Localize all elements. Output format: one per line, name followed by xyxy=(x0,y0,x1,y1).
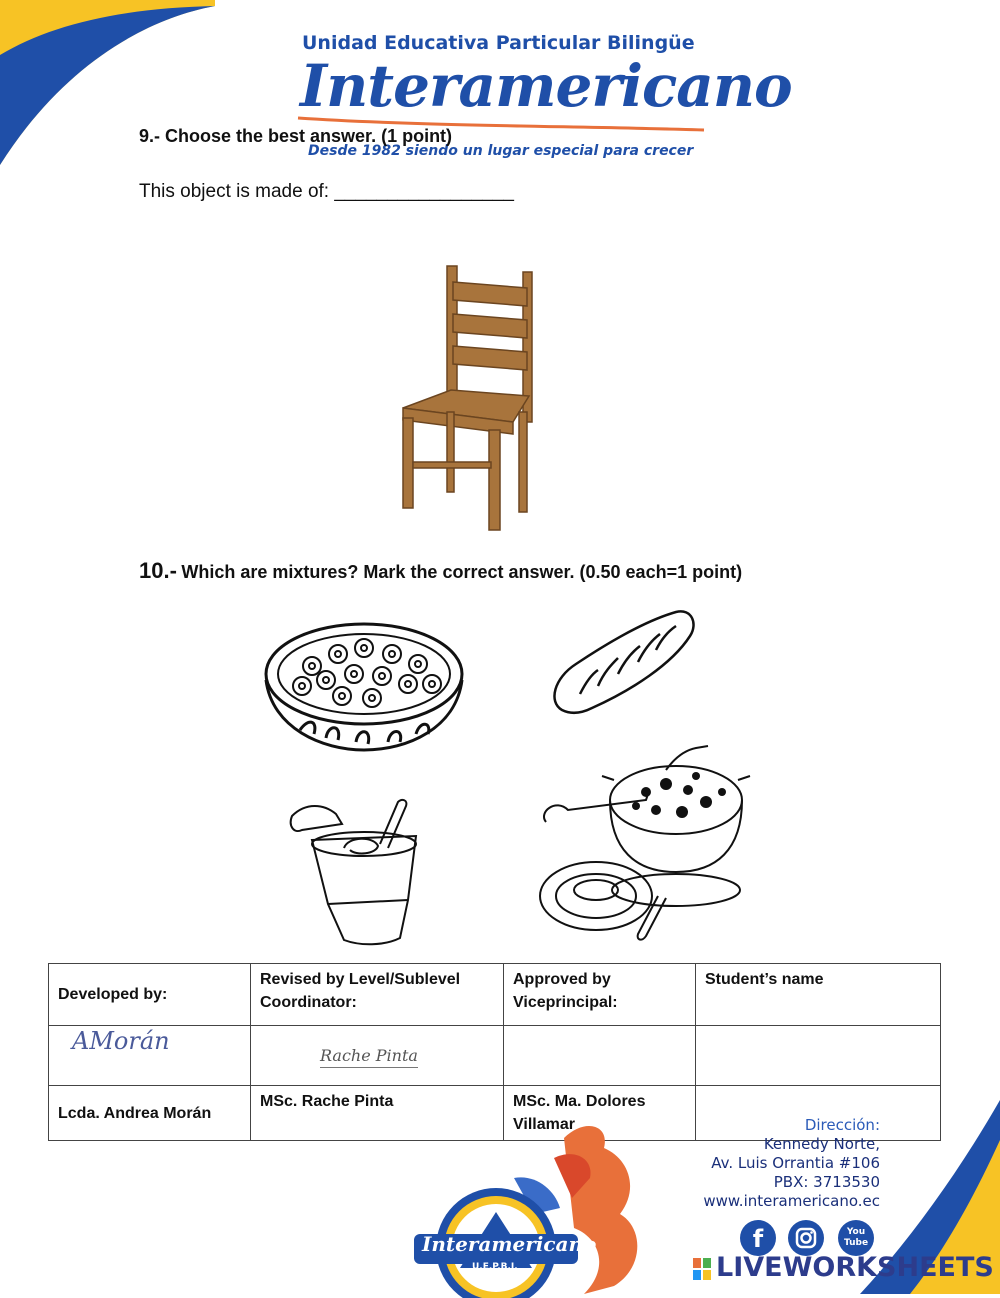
address-line-1: Kennedy Norte, xyxy=(763,1135,880,1153)
address-line-2: Av. Luis Orrantia #106 xyxy=(711,1154,880,1172)
signature-coordinator: Rache Pinta xyxy=(320,1044,418,1068)
soup-pot-image[interactable] xyxy=(536,740,754,944)
signature-developer: AMorán xyxy=(72,1027,170,1055)
instagram-icon[interactable] xyxy=(788,1220,824,1256)
name-developer: Lcda. Andrea Morán xyxy=(49,1086,251,1141)
question-9-prompt: This object is made of: _________________ xyxy=(139,181,514,202)
header-approved-by: Approved by Viceprincipal: xyxy=(504,964,696,1026)
question-10-heading xyxy=(139,558,742,584)
school-brand-logo: Interamericano xyxy=(300,52,792,120)
signature-cell-developer xyxy=(49,1026,251,1086)
name-viceprincipal: MSc. Ma. Dolores Villamar xyxy=(504,1086,696,1141)
signature-cell-coordinator xyxy=(251,1026,504,1086)
address-label: Dirección: xyxy=(804,1116,880,1134)
address-phone: PBX: 3713530 xyxy=(773,1173,880,1191)
school-address xyxy=(690,1116,880,1211)
emblem-text-wrap xyxy=(418,1122,597,1298)
address-website[interactable]: www.interamericano.ec xyxy=(703,1192,880,1210)
emblem-sub: U.E.P.B.I. xyxy=(472,1262,518,1272)
liveworksheets-logo-icon xyxy=(693,1258,711,1280)
yogurt-image[interactable] xyxy=(284,796,426,946)
header-developed-by: Developed by: xyxy=(49,964,251,1026)
chair-image xyxy=(395,262,535,534)
facebook-icon[interactable]: f xyxy=(740,1220,776,1256)
question-10-title: Which are mixtures? Mark the correct answer. (0.50 each=1 point) xyxy=(181,562,743,582)
bread-image[interactable] xyxy=(552,606,698,718)
school-tagline: Desde 1982 siendo un lugar especial para crecer xyxy=(308,143,694,159)
header-student-name: Student’s name xyxy=(696,964,941,1026)
signature-cell-student[interactable] xyxy=(696,1026,941,1086)
question-9-title: 9.- Choose the best answer. (1 point) xyxy=(139,126,453,146)
cereal-bowl-image[interactable] xyxy=(262,618,468,756)
emblem-brand: Interamericano xyxy=(422,1232,597,1256)
header-revised-by: Revised by Level/Sublevel Coordinator: xyxy=(251,964,504,1026)
signature-cell-viceprincipal xyxy=(504,1026,696,1086)
school-name: Unidad Educativa Particular Bilingüe xyxy=(302,32,695,54)
signature-table xyxy=(48,963,941,1141)
name-coordinator: MSc. Rache Pinta xyxy=(251,1086,504,1141)
question-10-number: 10.- xyxy=(139,558,177,583)
youtube-icon[interactable]: You Tube xyxy=(838,1220,874,1256)
liveworksheets-watermark: LIVEWORKSHEETS xyxy=(716,1252,994,1283)
